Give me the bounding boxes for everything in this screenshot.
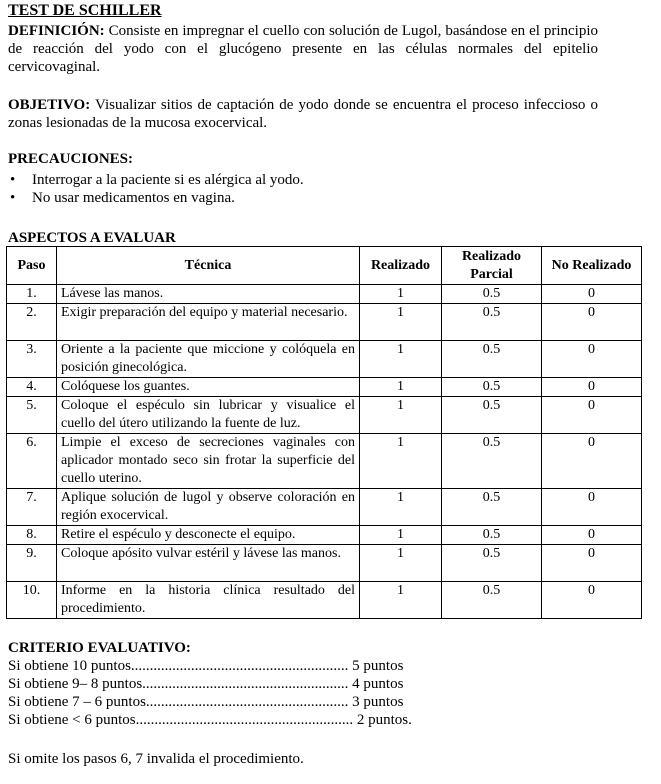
tecnica-cell: Coloque apósito vulvar estéril y lávese las manos. <box>57 545 360 582</box>
realizado-parcial-cell: 0.5 <box>442 378 542 397</box>
realizado-parcial-cell: 0.5 <box>442 397 542 434</box>
paso-cell: 8. <box>7 526 57 545</box>
criterio-list <box>8 657 428 729</box>
table-row <box>7 434 642 489</box>
realizado-cell: 1 <box>360 285 442 304</box>
nota-final: Si omite los pasos 6, 7 invalida el procedimiento. <box>8 751 304 767</box>
criterio-line: Si obtiene < 6 puntos.......................................................... 2 puntos. <box>8 712 412 728</box>
evaluation-table <box>6 246 642 619</box>
realizado-cell: 1 <box>360 397 442 434</box>
tecnica-cell: Retire el espéculo y desconecte el equipo. <box>57 526 360 545</box>
paso-cell: 5. <box>7 397 57 434</box>
realizado-cell: 1 <box>360 378 442 397</box>
no-realizado-cell: 0 <box>542 341 642 378</box>
paso-cell: 10. <box>7 582 57 619</box>
table-row <box>7 378 642 397</box>
objetivo-label: OBJETIVO: <box>8 97 91 113</box>
no-realizado-cell: 0 <box>542 526 642 545</box>
paso-cell: 2. <box>7 304 57 341</box>
table-row <box>7 526 642 545</box>
document-title: TEST DE SCHILLER <box>8 2 162 19</box>
realizado-cell: 1 <box>360 304 442 341</box>
paso-cell: 1. <box>7 285 57 304</box>
no-realizado-cell: 0 <box>542 582 642 619</box>
header-realizado-parcial: Realizado Parcial <box>442 247 542 285</box>
realizado-parcial-cell: 0.5 <box>442 285 542 304</box>
realizado-parcial-cell: 0.5 <box>442 526 542 545</box>
realizado-parcial-cell: 0.5 <box>442 489 542 526</box>
table-row <box>7 285 642 304</box>
definicion-label: DEFINICIÓN: <box>8 23 105 39</box>
tecnica-cell: Oriente a la paciente que miccione y colóquela en posición ginecológica. <box>57 341 360 378</box>
paso-cell: 9. <box>7 545 57 582</box>
criterio-line: Si obtiene 9– 8 puntos....................................................... 4 puntos <box>8 676 404 692</box>
objetivo-paragraph <box>8 96 598 132</box>
list-item: • No usar medicamentos en vagina. <box>8 189 598 207</box>
table-row <box>7 397 642 434</box>
realizado-cell: 1 <box>360 341 442 378</box>
table-header-row <box>7 247 642 285</box>
tecnica-cell: Aplique solución de lugol y observe coloración en región exocervical. <box>57 489 360 526</box>
tecnica-cell: Lávese las manos. <box>57 285 360 304</box>
objetivo-text: Visualizar sitios de captación de yodo donde se encuentra el proceso infeccioso o zonas lesionadas de la mucosa exocervical. <box>8 97 598 131</box>
header-realizado: Realizado <box>360 247 442 285</box>
no-realizado-cell: 0 <box>542 397 642 434</box>
tecnica-cell: Exigir preparación del equipo y material necesario. <box>57 304 360 341</box>
realizado-cell: 1 <box>360 489 442 526</box>
criterio-heading: CRITERIO EVALUATIVO: <box>8 640 191 656</box>
realizado-cell: 1 <box>360 434 442 489</box>
no-realizado-cell: 0 <box>542 378 642 397</box>
aspectos-heading: ASPECTOS A EVALUAR <box>8 230 176 246</box>
paso-cell: 4. <box>7 378 57 397</box>
table-row <box>7 341 642 378</box>
no-realizado-cell: 0 <box>542 434 642 489</box>
realizado-cell: 1 <box>360 582 442 619</box>
table-row <box>7 489 642 526</box>
tecnica-cell: Coloque el espéculo sin lubricar y visualice el cuello del útero utilizando la fuente de luz. <box>57 397 360 434</box>
precauciones-heading: PRECAUCIONES: <box>8 151 134 167</box>
list-item: • Interrogar a la paciente si es alérgica al yodo. <box>8 171 598 189</box>
realizado-cell: 1 <box>360 545 442 582</box>
paso-cell: 6. <box>7 434 57 489</box>
header-tecnica: Técnica <box>57 247 360 285</box>
no-realizado-cell: 0 <box>542 545 642 582</box>
realizado-parcial-cell: 0.5 <box>442 304 542 341</box>
tecnica-cell: Colóquese los guantes. <box>57 378 360 397</box>
no-realizado-cell: 0 <box>542 489 642 526</box>
realizado-parcial-cell: 0.5 <box>442 545 542 582</box>
header-paso: Paso <box>7 247 57 285</box>
table-row <box>7 545 642 582</box>
no-realizado-cell: 0 <box>542 304 642 341</box>
realizado-parcial-cell: 0.5 <box>442 582 542 619</box>
table-row <box>7 582 642 619</box>
realizado-cell: 1 <box>360 526 442 545</box>
tecnica-cell: Limpie el exceso de secreciones vaginales con aplicador montado seco sin frotar la superficie del cuello uterino. <box>57 434 360 489</box>
realizado-parcial-cell: 0.5 <box>442 434 542 489</box>
criterio-line: Si obtiene 7 – 6 puntos...................................................... 3 puntos <box>8 694 404 710</box>
table-row <box>7 304 642 341</box>
paso-cell: 7. <box>7 489 57 526</box>
header-no-realizado: No Realizado <box>542 247 642 285</box>
realizado-parcial-cell: 0.5 <box>442 341 542 378</box>
precauciones-list <box>8 171 598 207</box>
no-realizado-cell: 0 <box>542 285 642 304</box>
definicion-text: Consiste en impregnar el cuello con solución de Lugol, basándose en el principio de reacción del yodo con el glucógeno presente en las células normales del epitelio cervicovaginal. <box>8 23 598 75</box>
tecnica-cell: Informe en la historia clínica resultado del procedimiento. <box>57 582 360 619</box>
paso-cell: 3. <box>7 341 57 378</box>
criterio-line: Si obtiene 10 puntos.......................................................... 5 puntos <box>8 658 404 674</box>
definicion-paragraph <box>8 22 598 76</box>
